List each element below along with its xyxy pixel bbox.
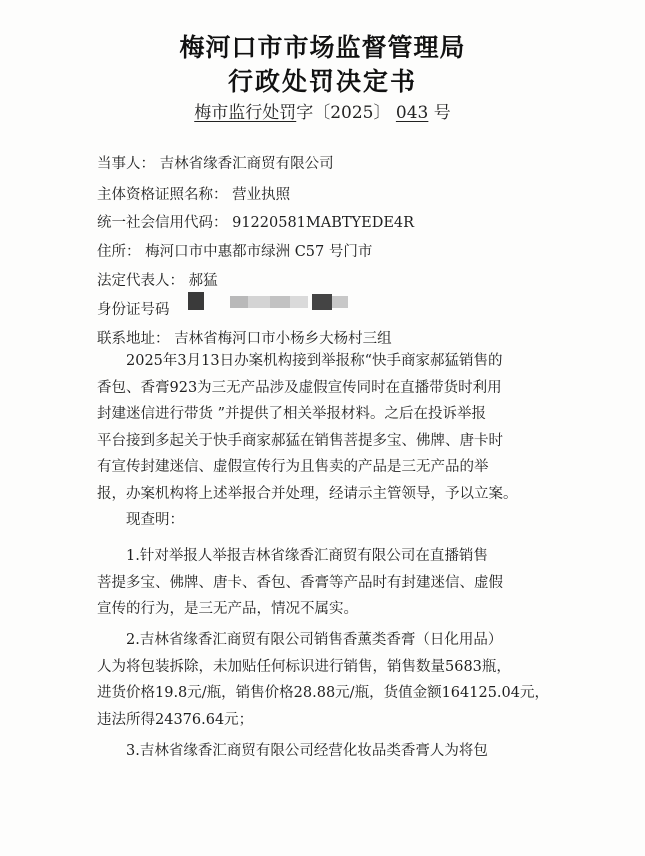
redaction-block	[312, 294, 332, 310]
party-value: 吉林省缘香汇商贸有限公司	[159, 156, 334, 172]
case-paragraph	[97, 348, 557, 534]
contact-label: 联系地址：	[97, 331, 170, 347]
credit-code-line	[97, 211, 414, 232]
cert-label: 主体资格证照名称：	[97, 187, 228, 203]
agency-title: 梅河口市市场监督管理局	[179, 33, 466, 62]
credit-code-value: 91220581MABTYEDE4R	[232, 215, 415, 231]
document-number	[0, 98, 645, 123]
redaction-block	[248, 296, 270, 308]
finding-label: 现查明：	[126, 512, 184, 528]
id-number-line	[97, 298, 170, 319]
doc-number-value: 043	[395, 103, 429, 123]
paragraph-line: 进货价格19.8元/瓶，销售价格28.88元/瓶，货值金额164125.04元，	[97, 685, 549, 701]
address-value: 梅河口市中惠都市绿洲 C57 号门市	[145, 244, 373, 260]
finding-item-2	[97, 627, 557, 733]
finding-item-1	[97, 543, 557, 623]
paragraph-line: 宣传的行为，是三无产品，情况不属实。	[97, 601, 358, 617]
redaction-block	[332, 296, 348, 308]
doc-number-suffix: 号	[433, 103, 451, 123]
cert-value: 营业执照	[232, 187, 291, 203]
id-number-label: 身份证号码	[97, 302, 170, 318]
redaction-block	[188, 292, 204, 310]
paragraph-line: 人为将包装拆除，未加贴任何标识进行销售，销售数量5683瓶，	[97, 658, 511, 675]
paragraph-line: 3.吉林省缘香汇商贸有限公司经营化妆品类香膏人为将包	[126, 743, 488, 759]
finding-item-3	[97, 738, 557, 765]
paragraph-line: 2.吉林省缘香汇商贸有限公司销售香薰类香膏（日化用品）	[126, 632, 503, 648]
redaction-block	[290, 296, 308, 308]
paragraph-line: 封建迷信进行带货 ”并提供了相关举报材料。之后在投诉举报	[97, 406, 487, 422]
paragraph-line: 违法所得24376.64元；	[97, 711, 254, 728]
party-line	[97, 152, 334, 173]
paragraph-line: 1.针对举报人举报吉林省缘香汇商贸有限公司在直播销售	[126, 548, 488, 564]
doc-number-year: 字〔2025〕	[296, 103, 391, 123]
contact-line	[97, 327, 392, 348]
paragraph-line: 有宣传封建迷信、虚假宣传行为且售卖的产品是三无产品的举	[97, 459, 489, 475]
credit-code-label: 统一社会信用代码：	[97, 215, 228, 231]
legal-rep-value: 郝猛	[188, 273, 218, 289]
legal-rep-line	[97, 269, 218, 290]
paragraph-line: 香包、香膏923为三无产品涉及虚假宣传同时在直播带货时利用	[97, 379, 502, 396]
doc-number-prefix: 梅市监行处罚	[194, 103, 297, 123]
paragraph-line: 平台接到多起关于快手商家郝猛在销售菩提多宝、佛牌、唐卡时	[97, 432, 503, 449]
address-label: 住所：	[97, 244, 141, 260]
legal-rep-label: 法定代表人：	[97, 273, 184, 289]
document-type-title: 行政处罚决定书	[227, 67, 417, 96]
paragraph-line: 报，办案机构将上述举报合并处理，经请示主管领导，予以立案。	[97, 485, 518, 502]
cert-line	[97, 183, 290, 204]
contact-value: 吉林省梅河口市小杨乡大杨村三组	[174, 331, 392, 347]
paragraph-line: 2025年3月13日办案机构接到举报称“快手商家郝猛销售的	[126, 353, 503, 369]
redaction-block	[270, 296, 290, 308]
paragraph-line: 菩提多宝、佛牌、唐卡、香包、香膏等产品时有封建迷信、虚假	[97, 574, 503, 591]
address-line	[97, 240, 372, 261]
redaction-block	[230, 296, 248, 308]
party-label: 当事人：	[97, 156, 155, 172]
